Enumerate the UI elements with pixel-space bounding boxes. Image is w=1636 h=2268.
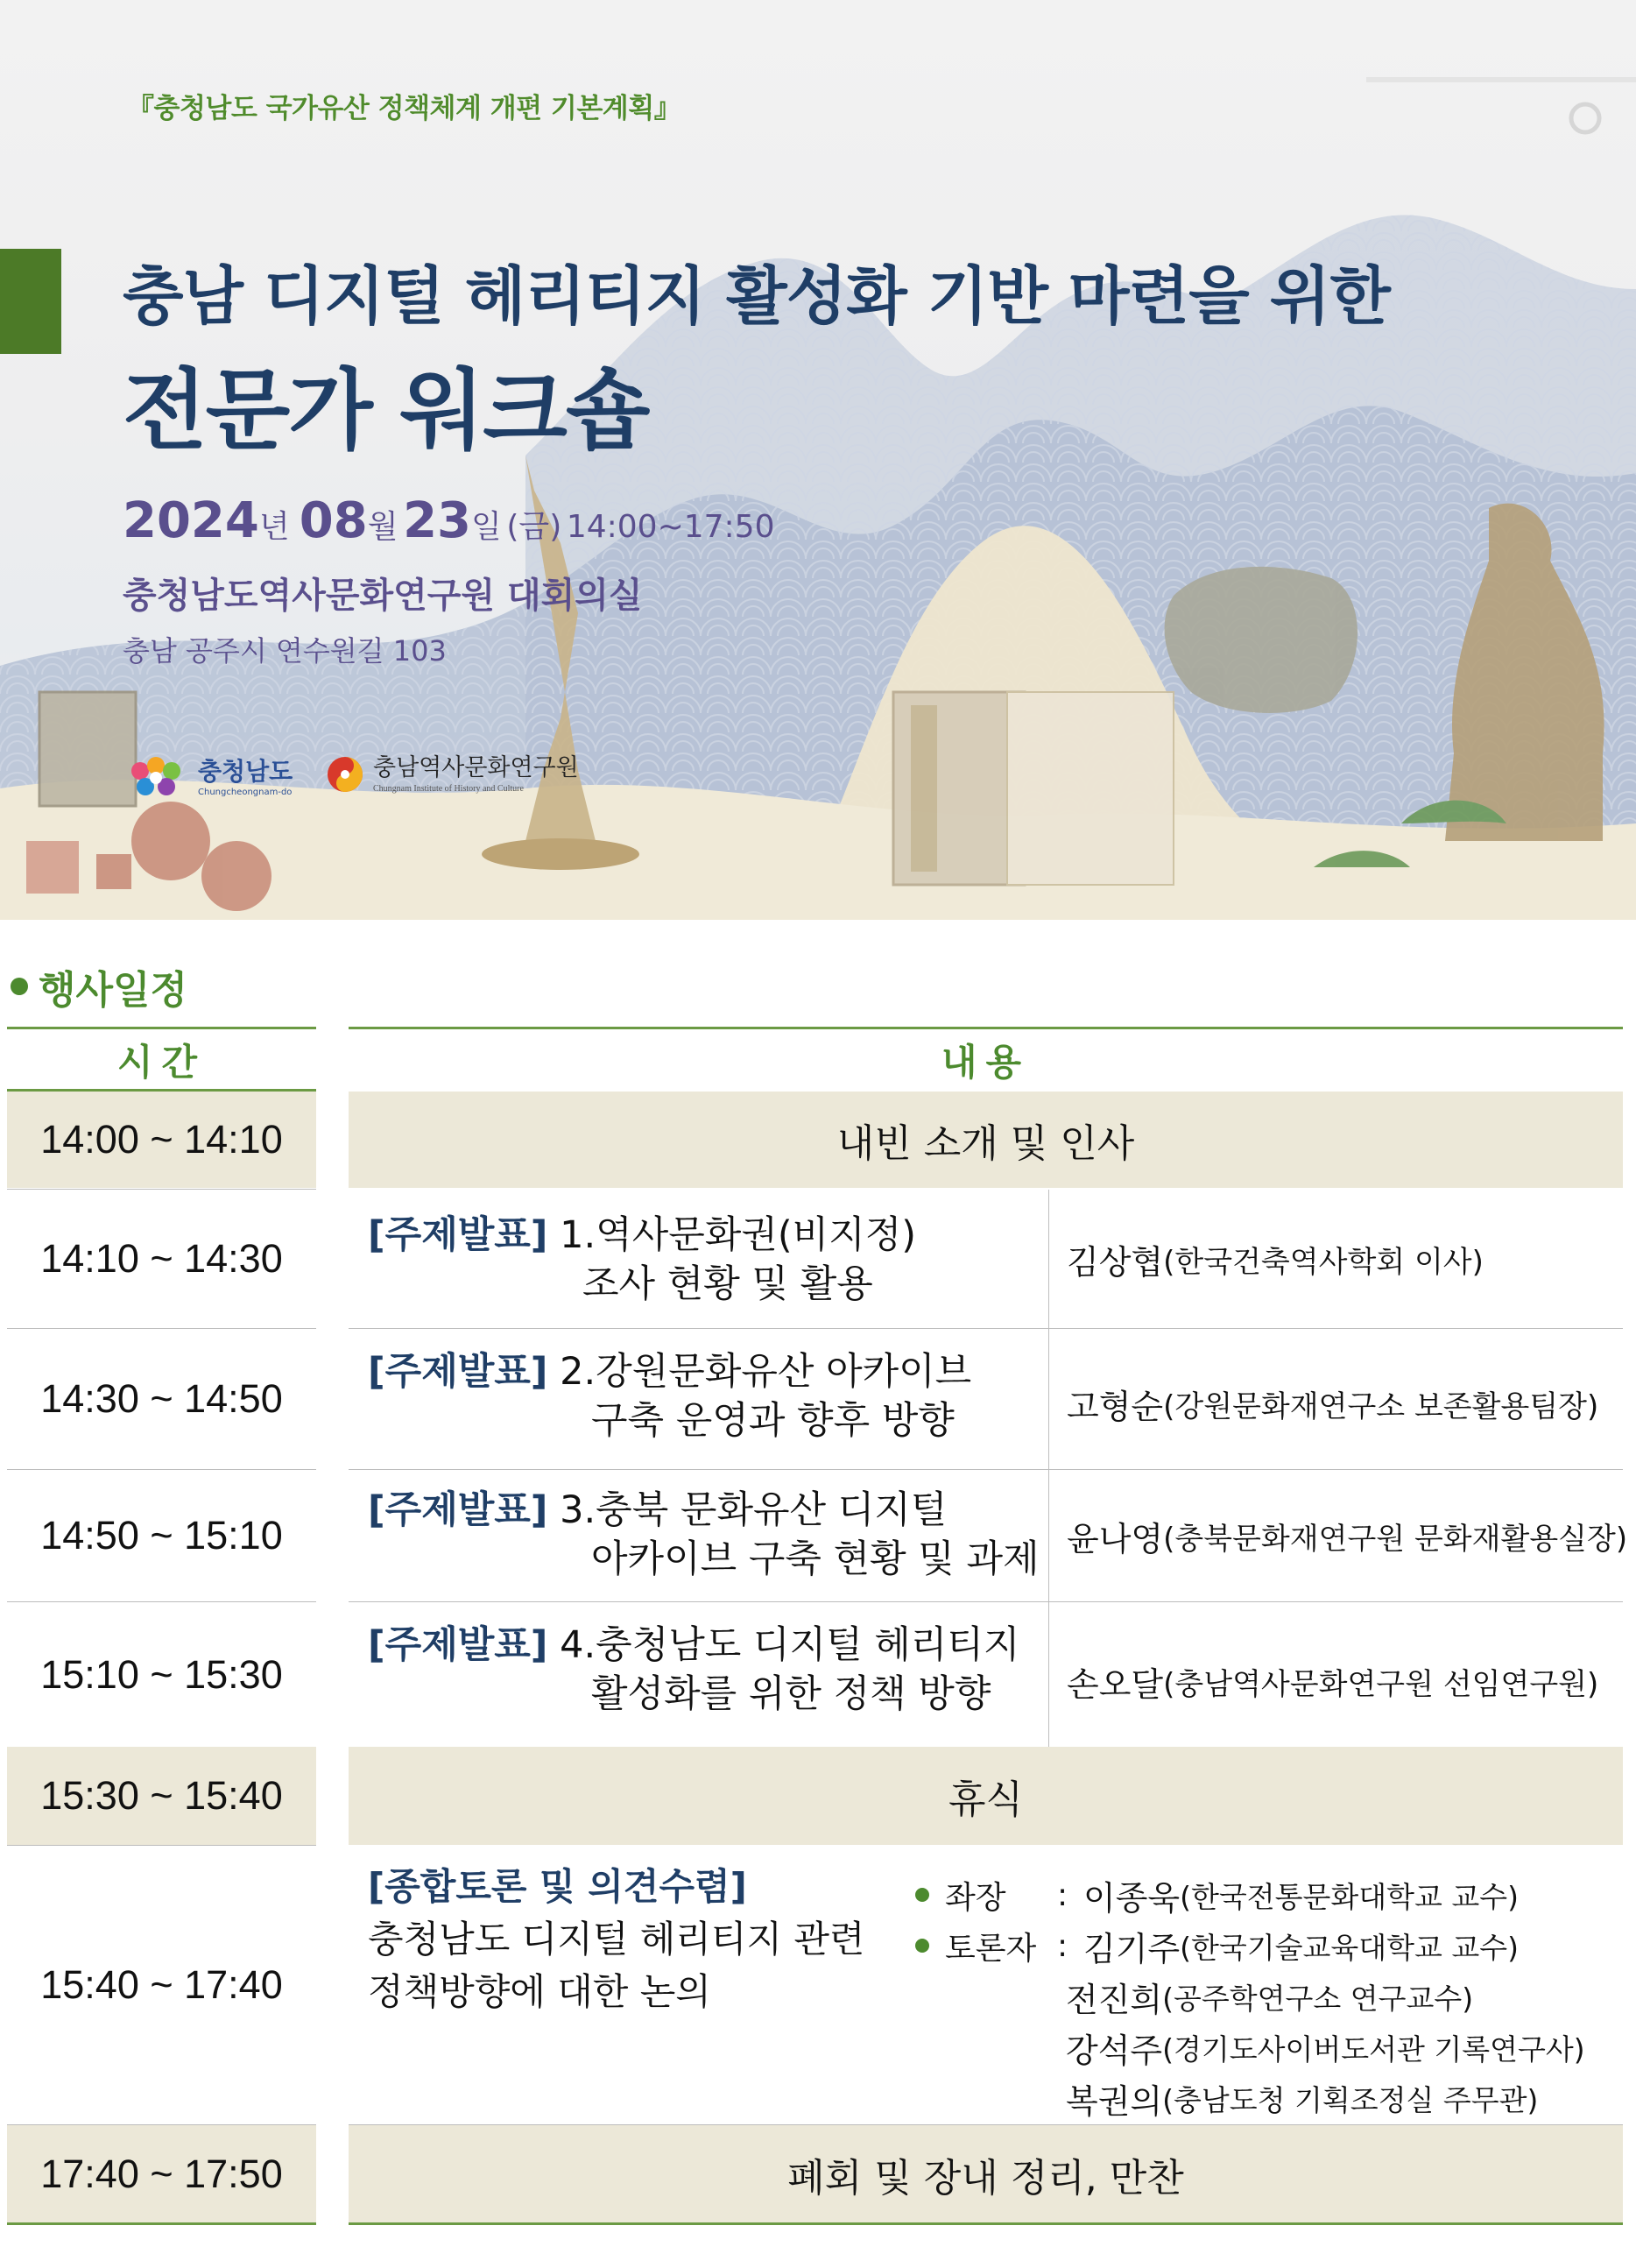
schedule-heading-label: 행사일정 bbox=[39, 968, 188, 1013]
date-month-unit: 월 bbox=[367, 509, 398, 545]
panelist-name: 김기주 bbox=[1083, 1929, 1181, 1968]
panelist-name: 강석주 bbox=[1066, 2031, 1163, 2070]
date-day-unit: 일 bbox=[471, 509, 502, 545]
presentation-4 bbox=[368, 1621, 1042, 1719]
panelist-row bbox=[915, 2022, 1625, 2073]
role-colon: : bbox=[1057, 1876, 1068, 1913]
presentation-1 bbox=[368, 1211, 1042, 1309]
presentation-title-line1: 2.강원문화유산 아카이브 bbox=[560, 1350, 972, 1394]
column-divider bbox=[1048, 1329, 1049, 1469]
chair-row bbox=[915, 1869, 1625, 1920]
table-bottom-rule bbox=[7, 2222, 316, 2225]
schedule-heading bbox=[11, 958, 187, 1014]
schedule-time: 15:40 ~ 17:40 bbox=[40, 1962, 283, 2007]
presenter-name: 고형순 bbox=[1067, 1387, 1164, 1426]
presenter-name: 윤나영 bbox=[1067, 1519, 1164, 1558]
schedule-content: 폐회 및 장내 정리, 만찬 bbox=[349, 2125, 1623, 2222]
schedule-time: 17:40 ~ 17:50 bbox=[7, 2125, 316, 2222]
chair-affiliation: (한국전통문화대학교 교수) bbox=[1180, 1879, 1520, 1914]
chungnam-flower-icon bbox=[123, 755, 189, 801]
schedule-time: 15:10 ~ 15:30 bbox=[40, 1651, 283, 1697]
discussion-title-line2: 정책방향에 대한 논의 bbox=[368, 1970, 711, 2013]
presentation-tag: [주제발표] bbox=[368, 1350, 548, 1394]
schedule-content: 내빈 소개 및 인사 bbox=[349, 1092, 1623, 1188]
panelist-affiliation: (공주학연구소 연구교수) bbox=[1162, 1981, 1474, 2016]
event-title-line2: 전문가 워크숍 bbox=[123, 358, 649, 462]
presentation-title-line1: 1.역사문화권(비지정) bbox=[560, 1213, 917, 1257]
presentation-2 bbox=[368, 1347, 1042, 1445]
presentation-3 bbox=[368, 1486, 1042, 1584]
panelist-name: 복권의 bbox=[1066, 2081, 1163, 2121]
schedule-content: 휴식 bbox=[349, 1747, 1623, 1845]
schedule-time: 14:30 ~ 14:50 bbox=[40, 1376, 283, 1421]
presentation-title-line2: 활성화를 위한 정책 방향 bbox=[591, 1672, 991, 1716]
logo-chungnam-sub: Chungcheongnam-do bbox=[198, 787, 293, 797]
logo-chungnam-name: 충청남도 bbox=[198, 756, 293, 786]
presenter-2 bbox=[1067, 1329, 1627, 1478]
presenter-affiliation: (충북문화재연구원 문화재활용실장) bbox=[1163, 1521, 1628, 1557]
hero-banner bbox=[0, 0, 1636, 920]
discussion-tag: [종합토론 및 의견수렴] bbox=[368, 1865, 747, 1908]
presentation-title-line2: 조사 현황 및 활용 bbox=[582, 1262, 873, 1306]
discussion-title-line1: 충청남도 디지털 헤리티지 관련 bbox=[368, 1918, 865, 1961]
date-time: 14:00~17:50 bbox=[566, 509, 775, 545]
column-divider bbox=[1048, 1190, 1049, 1328]
date-month: 08 bbox=[299, 492, 368, 549]
presenter-affiliation: (충남역사문화연구원 선임연구원) bbox=[1163, 1666, 1599, 1702]
chair-role: 좌장 bbox=[945, 1879, 1006, 1916]
schedule-time: 14:50 ~ 15:10 bbox=[40, 1513, 283, 1558]
schedule-time: 14:10 ~ 14:30 bbox=[40, 1236, 283, 1281]
panelist-role: 토론자 bbox=[945, 1930, 1037, 1967]
presentation-title-line1: 3.충북 문화유산 디지털 bbox=[560, 1488, 948, 1532]
bullet-icon bbox=[915, 1939, 929, 1953]
presenter-affiliation: (강원문화재연구소 보존활용팀장) bbox=[1163, 1388, 1599, 1424]
presentation-tag: [주제발표] bbox=[368, 1213, 548, 1257]
plan-supertitle: 『충청남도 국가유산 정책체계 개편 기본계획』 bbox=[127, 93, 681, 124]
date-day: 23 bbox=[403, 492, 472, 549]
accent-bar bbox=[0, 249, 61, 354]
bullet-icon bbox=[915, 1888, 929, 1902]
presenter-affiliation: (한국건축역사학회 이사) bbox=[1163, 1244, 1484, 1280]
presenter-name: 김상협 bbox=[1067, 1242, 1164, 1282]
bullet-icon bbox=[11, 978, 28, 995]
header-top-rule bbox=[7, 1027, 316, 1029]
column-divider bbox=[1048, 1602, 1049, 1747]
panelist-affiliation: (충남도청 기획조정실 주무관) bbox=[1162, 2082, 1539, 2117]
presenter-1 bbox=[1067, 1190, 1627, 1328]
panelist-row bbox=[915, 1971, 1625, 2022]
logo-institute-sub: Chungnam Institute of History and Culture bbox=[373, 783, 524, 794]
header-top-rule bbox=[349, 1027, 1623, 1029]
panelist-affiliation: (한국기술교육대학교 교수) bbox=[1180, 1930, 1520, 1965]
event-title-line1: 충남 디지털 헤리티지 활성화 기반 마련을 위한 bbox=[123, 259, 1390, 333]
institute-logo bbox=[326, 755, 579, 794]
discussion-panel bbox=[915, 1869, 1625, 2123]
logo-institute-name: 충남역사문화연구원 bbox=[373, 753, 579, 781]
presenter-name: 손오달 bbox=[1067, 1664, 1164, 1704]
presentation-title-line1: 4.충청남도 디지털 헤리티지 bbox=[560, 1623, 1020, 1667]
presenter-4 bbox=[1067, 1602, 1627, 1760]
discussion-session bbox=[368, 1861, 911, 2018]
panelist-row bbox=[915, 2073, 1625, 2123]
date-year-unit: 년 bbox=[258, 509, 290, 545]
column-header-time: 시간 bbox=[116, 1041, 207, 1084]
role-colon: : bbox=[1057, 1927, 1068, 1964]
column-divider bbox=[1048, 1470, 1049, 1601]
table-bottom-rule bbox=[349, 2222, 1623, 2225]
presentation-title-line2: 구축 운영과 향후 방향 bbox=[591, 1399, 955, 1443]
date-year: 2024 bbox=[123, 492, 259, 549]
column-header-content: 내용 bbox=[941, 1041, 1031, 1084]
panelist-affiliation: (경기도사이버도서관 기록연구사) bbox=[1162, 2031, 1585, 2067]
presentation-title-line2: 아카이브 구축 현황 및 과제 bbox=[591, 1537, 1040, 1581]
panelist-row bbox=[915, 1920, 1625, 1971]
date-weekday: (금) bbox=[506, 509, 562, 545]
panelist-name: 전진희 bbox=[1066, 1980, 1163, 2019]
institute-emblem-icon bbox=[326, 755, 364, 794]
presenter-3 bbox=[1067, 1470, 1627, 1601]
chungnam-logo bbox=[123, 755, 293, 801]
presentation-tag: [주제발표] bbox=[368, 1623, 548, 1667]
schedule-time: 14:00 ~ 14:10 bbox=[7, 1092, 316, 1188]
event-address: 충남 공주시 연수원길 103 bbox=[123, 634, 447, 668]
event-date bbox=[123, 492, 774, 549]
schedule-time: 15:30 ~ 15:40 bbox=[7, 1747, 316, 1845]
presentation-tag: [주제발표] bbox=[368, 1488, 548, 1532]
chair-name: 이종욱 bbox=[1083, 1878, 1181, 1918]
event-venue: 충청남도역사문화연구원 대회의실 bbox=[123, 576, 643, 616]
